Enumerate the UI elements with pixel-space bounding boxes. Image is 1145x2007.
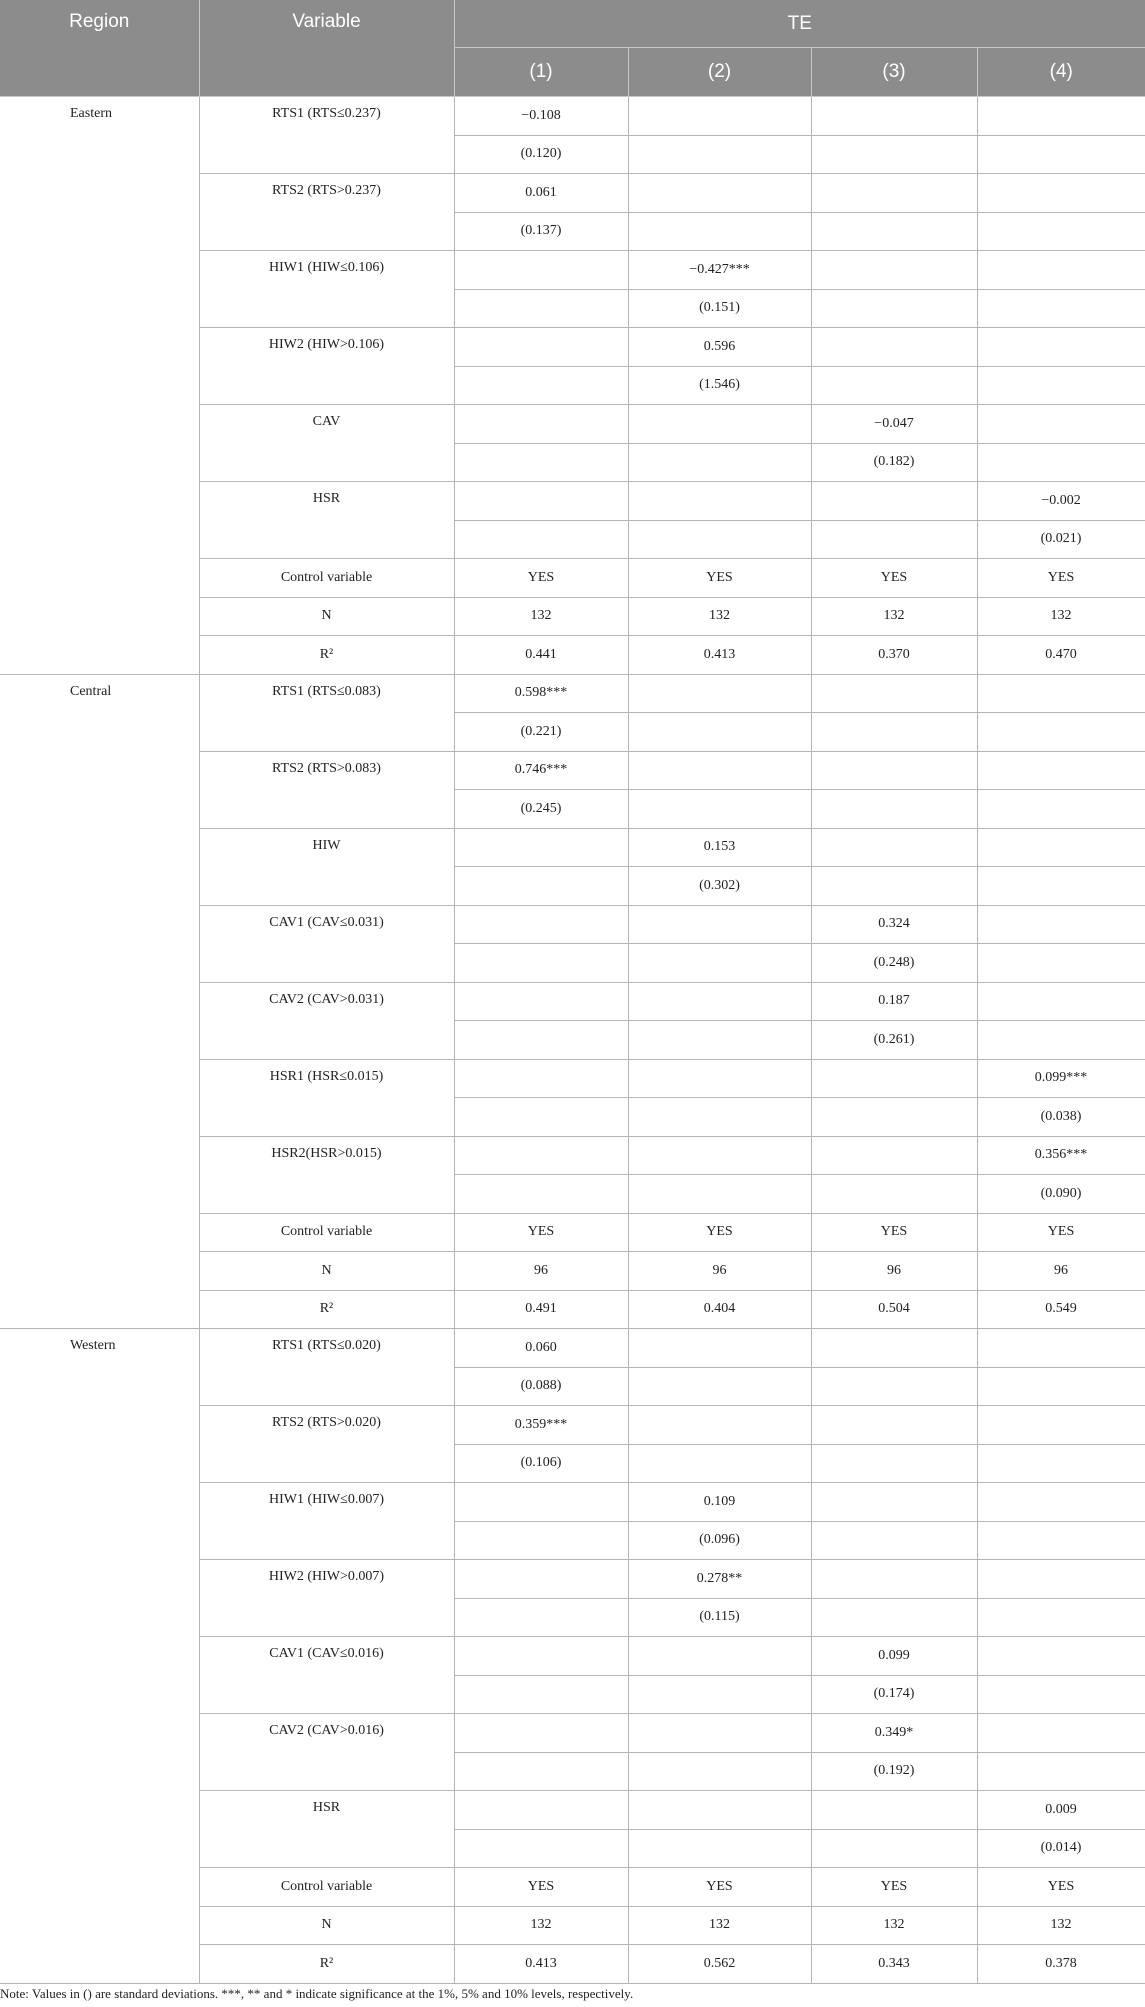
se-cell — [977, 1021, 1145, 1060]
stat-label: N — [199, 1906, 454, 1945]
se-cell — [628, 1829, 811, 1868]
variable-label: RTS2 (RTS>0.083) — [199, 751, 454, 828]
stat-cell: 0.378 — [977, 1945, 1145, 1984]
table-row — [0, 97, 1145, 136]
se-cell — [977, 1598, 1145, 1637]
se-cell — [977, 366, 1145, 405]
se-cell — [454, 289, 628, 328]
header-col-4: (4) — [977, 48, 1145, 97]
coef-cell — [977, 1714, 1145, 1753]
se-cell — [811, 135, 977, 174]
coef-cell: 0.349* — [811, 1714, 977, 1753]
stat-cell: 132 — [628, 1906, 811, 1945]
header-te: TE — [454, 0, 1145, 48]
se-cell — [811, 1098, 977, 1137]
header-region: Region — [0, 0, 199, 97]
stat-label: Control variable — [199, 1868, 454, 1907]
coef-cell — [977, 97, 1145, 136]
se-cell — [977, 790, 1145, 829]
stat-label: R² — [199, 636, 454, 675]
coef-cell: 0.324 — [811, 905, 977, 944]
coef-cell — [977, 674, 1145, 713]
se-cell — [811, 1367, 977, 1406]
coef-cell: 0.060 — [454, 1329, 628, 1368]
stat-cell: 0.404 — [628, 1290, 811, 1329]
coef-cell — [454, 1791, 628, 1830]
table-note: Note: Values in () are standard deviations. ***, ** and * indicate significance at the 1%, 5% and 10% levels, respectively. — [0, 1986, 634, 2001]
stat-cell: 132 — [977, 1906, 1145, 1945]
coef-cell — [811, 1329, 977, 1368]
se-cell: (0.021) — [977, 520, 1145, 559]
se-cell: (0.120) — [454, 135, 628, 174]
se-cell — [977, 1521, 1145, 1560]
coef-cell — [811, 97, 977, 136]
coef-cell — [628, 1791, 811, 1830]
variable-label: HIW2 (HIW>0.106) — [199, 328, 454, 405]
region-label: Eastern — [0, 97, 199, 675]
se-cell — [628, 1098, 811, 1137]
se-cell — [811, 1175, 977, 1214]
region-label: Western — [0, 1329, 199, 1984]
coef-cell — [628, 1059, 811, 1098]
coef-cell — [628, 1714, 811, 1753]
se-cell: (0.151) — [628, 289, 811, 328]
coef-cell — [454, 1136, 628, 1175]
coef-cell — [977, 1406, 1145, 1445]
coef-cell — [811, 328, 977, 367]
coef-cell — [454, 982, 628, 1021]
coef-cell — [628, 982, 811, 1021]
stat-cell: 0.491 — [454, 1290, 628, 1329]
variable-label: HIW2 (HIW>0.007) — [199, 1560, 454, 1637]
coef-cell — [628, 1136, 811, 1175]
stat-cell: YES — [454, 559, 628, 598]
se-cell — [811, 1521, 977, 1560]
coef-cell — [977, 1560, 1145, 1599]
coef-cell — [454, 482, 628, 521]
se-cell: (0.221) — [454, 713, 628, 752]
coef-cell: 0.109 — [628, 1483, 811, 1522]
coef-cell — [628, 905, 811, 944]
coef-cell — [454, 251, 628, 290]
variable-label: CAV2 (CAV>0.031) — [199, 982, 454, 1059]
se-cell — [628, 713, 811, 752]
coef-cell: 0.746*** — [454, 751, 628, 790]
table-body — [0, 97, 1145, 1984]
se-cell: (0.014) — [977, 1829, 1145, 1868]
se-cell — [811, 790, 977, 829]
coef-cell — [977, 1637, 1145, 1676]
se-cell — [977, 289, 1145, 328]
se-cell — [811, 1444, 977, 1483]
coef-cell: 0.099*** — [977, 1059, 1145, 1098]
coef-cell — [811, 482, 977, 521]
variable-label: HSR — [199, 1791, 454, 1868]
variable-label: CAV2 (CAV>0.016) — [199, 1714, 454, 1791]
se-cell — [628, 1675, 811, 1714]
coef-cell — [628, 1329, 811, 1368]
coef-cell: −0.108 — [454, 97, 628, 136]
coef-cell — [977, 1483, 1145, 1522]
stat-cell: 0.441 — [454, 636, 628, 675]
se-cell — [454, 1098, 628, 1137]
coef-cell — [977, 328, 1145, 367]
se-cell — [628, 1752, 811, 1791]
coef-cell — [454, 1059, 628, 1098]
coef-cell — [977, 751, 1145, 790]
coef-cell — [454, 1637, 628, 1676]
stat-cell: YES — [811, 1213, 977, 1252]
se-cell — [454, 366, 628, 405]
variable-label: CAV — [199, 405, 454, 482]
coef-cell — [977, 905, 1145, 944]
se-cell: (0.137) — [454, 212, 628, 251]
coef-cell — [811, 751, 977, 790]
stat-cell: 96 — [454, 1252, 628, 1291]
stat-cell: 132 — [454, 597, 628, 636]
se-cell — [977, 944, 1145, 983]
table-row — [0, 1329, 1145, 1368]
se-cell — [454, 520, 628, 559]
se-cell — [628, 1367, 811, 1406]
coef-cell — [454, 328, 628, 367]
se-cell — [811, 366, 977, 405]
coef-cell — [628, 1637, 811, 1676]
se-cell — [811, 289, 977, 328]
stat-cell: YES — [977, 559, 1145, 598]
se-cell: (1.546) — [628, 366, 811, 405]
region-label: Central — [0, 674, 199, 1329]
se-cell — [977, 135, 1145, 174]
variable-label: HSR1 (HSR≤0.015) — [199, 1059, 454, 1136]
variable-label: CAV1 (CAV≤0.016) — [199, 1637, 454, 1714]
se-cell — [454, 1521, 628, 1560]
header-col-3: (3) — [811, 48, 977, 97]
stat-cell: YES — [628, 1213, 811, 1252]
se-cell — [454, 1675, 628, 1714]
se-cell — [811, 713, 977, 752]
coef-cell — [454, 405, 628, 444]
stat-cell: 0.413 — [628, 636, 811, 675]
se-cell — [977, 1367, 1145, 1406]
se-cell — [977, 1444, 1145, 1483]
variable-label: HIW — [199, 828, 454, 905]
coef-cell: 0.278** — [628, 1560, 811, 1599]
variable-label: RTS2 (RTS>0.020) — [199, 1406, 454, 1483]
stat-cell: 0.504 — [811, 1290, 977, 1329]
stat-cell: YES — [628, 559, 811, 598]
variable-label: RTS2 (RTS>0.237) — [199, 174, 454, 251]
se-cell: (0.090) — [977, 1175, 1145, 1214]
coef-cell: 0.596 — [628, 328, 811, 367]
se-cell — [811, 867, 977, 906]
table-header — [0, 0, 1145, 97]
se-cell — [628, 135, 811, 174]
se-cell — [454, 944, 628, 983]
se-cell — [454, 1175, 628, 1214]
coef-cell — [811, 1560, 977, 1599]
stat-cell: 0.370 — [811, 636, 977, 675]
stat-cell: 132 — [811, 1906, 977, 1945]
coef-cell — [977, 828, 1145, 867]
stat-cell: 132 — [454, 1906, 628, 1945]
se-cell: (0.192) — [811, 1752, 977, 1791]
coef-cell — [454, 1714, 628, 1753]
stat-cell: 132 — [811, 597, 977, 636]
coef-cell — [977, 1329, 1145, 1368]
se-cell — [811, 1598, 977, 1637]
se-cell — [454, 1021, 628, 1060]
se-cell — [454, 1752, 628, 1791]
se-cell — [628, 1175, 811, 1214]
se-cell — [454, 1829, 628, 1868]
stat-label: Control variable — [199, 1213, 454, 1252]
coef-cell — [628, 174, 811, 213]
coef-cell — [977, 174, 1145, 213]
se-cell — [628, 1444, 811, 1483]
coef-cell — [811, 828, 977, 867]
stat-cell: 132 — [977, 597, 1145, 636]
coef-cell: −0.047 — [811, 405, 977, 444]
stat-cell: 0.413 — [454, 1945, 628, 1984]
stat-cell: YES — [454, 1213, 628, 1252]
se-cell: (0.106) — [454, 1444, 628, 1483]
coef-cell: 0.356*** — [977, 1136, 1145, 1175]
stat-cell: YES — [454, 1868, 628, 1907]
coef-cell — [977, 982, 1145, 1021]
se-cell — [977, 867, 1145, 906]
se-cell — [454, 1598, 628, 1637]
se-cell — [811, 520, 977, 559]
stat-cell: 96 — [628, 1252, 811, 1291]
coef-cell: −0.002 — [977, 482, 1145, 521]
stat-label: N — [199, 597, 454, 636]
coef-cell — [628, 1406, 811, 1445]
stat-label: R² — [199, 1290, 454, 1329]
se-cell: (0.115) — [628, 1598, 811, 1637]
stat-cell: 0.470 — [977, 636, 1145, 675]
stat-cell: 0.562 — [628, 1945, 811, 1984]
variable-label: HIW1 (HIW≤0.007) — [199, 1483, 454, 1560]
stat-cell: 0.549 — [977, 1290, 1145, 1329]
coef-cell — [811, 1791, 977, 1830]
coef-cell — [811, 1483, 977, 1522]
stat-cell: YES — [811, 1868, 977, 1907]
stat-cell: 96 — [811, 1252, 977, 1291]
coef-cell — [628, 405, 811, 444]
stat-cell: YES — [977, 1868, 1145, 1907]
se-cell — [628, 520, 811, 559]
coef-cell — [454, 1560, 628, 1599]
se-cell: (0.182) — [811, 443, 977, 482]
coef-cell — [628, 97, 811, 136]
se-cell: (0.302) — [628, 867, 811, 906]
variable-label: HIW1 (HIW≤0.106) — [199, 251, 454, 328]
variable-label: HSR2(HSR>0.015) — [199, 1136, 454, 1213]
stat-cell: 0.343 — [811, 1945, 977, 1984]
coef-cell: 0.359*** — [454, 1406, 628, 1445]
header-col-1: (1) — [454, 48, 628, 97]
se-cell — [811, 212, 977, 251]
stat-cell: YES — [811, 559, 977, 598]
variable-label: RTS1 (RTS≤0.083) — [199, 674, 454, 751]
se-cell — [977, 1675, 1145, 1714]
se-cell: (0.261) — [811, 1021, 977, 1060]
coef-cell — [454, 1483, 628, 1522]
se-cell: (0.245) — [454, 790, 628, 829]
coef-cell — [811, 251, 977, 290]
coef-cell — [628, 751, 811, 790]
stat-cell: 96 — [977, 1252, 1145, 1291]
coef-cell — [628, 482, 811, 521]
table-row — [0, 674, 1145, 713]
coef-cell: 0.009 — [977, 1791, 1145, 1830]
coef-cell — [811, 1406, 977, 1445]
se-cell — [628, 443, 811, 482]
se-cell: (0.096) — [628, 1521, 811, 1560]
stat-cell: 132 — [628, 597, 811, 636]
variable-label: RTS1 (RTS≤0.020) — [199, 1329, 454, 1406]
coef-cell: 0.099 — [811, 1637, 977, 1676]
stat-label: Control variable — [199, 559, 454, 598]
stat-label: R² — [199, 1945, 454, 1984]
coef-cell — [811, 1136, 977, 1175]
se-cell — [977, 713, 1145, 752]
coef-cell: 0.598*** — [454, 674, 628, 713]
stat-label: N — [199, 1252, 454, 1291]
se-cell — [977, 212, 1145, 251]
coef-cell: 0.061 — [454, 174, 628, 213]
coef-cell — [977, 251, 1145, 290]
se-cell — [977, 443, 1145, 482]
se-cell — [628, 944, 811, 983]
coef-cell — [977, 405, 1145, 444]
header-variable: Variable — [199, 0, 454, 97]
se-cell: (0.088) — [454, 1367, 628, 1406]
header-col-2: (2) — [628, 48, 811, 97]
stat-cell: YES — [977, 1213, 1145, 1252]
variable-label: HSR — [199, 482, 454, 559]
coef-cell — [628, 674, 811, 713]
se-cell — [811, 1829, 977, 1868]
variable-label: CAV1 (CAV≤0.031) — [199, 905, 454, 982]
se-cell — [628, 790, 811, 829]
coef-cell — [811, 674, 977, 713]
coef-cell: −0.427*** — [628, 251, 811, 290]
se-cell — [454, 867, 628, 906]
coef-cell: 0.187 — [811, 982, 977, 1021]
coef-cell — [811, 1059, 977, 1098]
se-cell — [628, 212, 811, 251]
variable-label: RTS1 (RTS≤0.237) — [199, 97, 454, 174]
se-cell — [977, 1752, 1145, 1791]
stat-cell: YES — [628, 1868, 811, 1907]
se-cell: (0.038) — [977, 1098, 1145, 1137]
coef-cell — [454, 828, 628, 867]
se-cell — [454, 443, 628, 482]
coef-cell: 0.153 — [628, 828, 811, 867]
coef-cell — [454, 905, 628, 944]
coef-cell — [811, 174, 977, 213]
se-cell — [628, 1021, 811, 1060]
se-cell: (0.248) — [811, 944, 977, 983]
se-cell: (0.174) — [811, 1675, 977, 1714]
